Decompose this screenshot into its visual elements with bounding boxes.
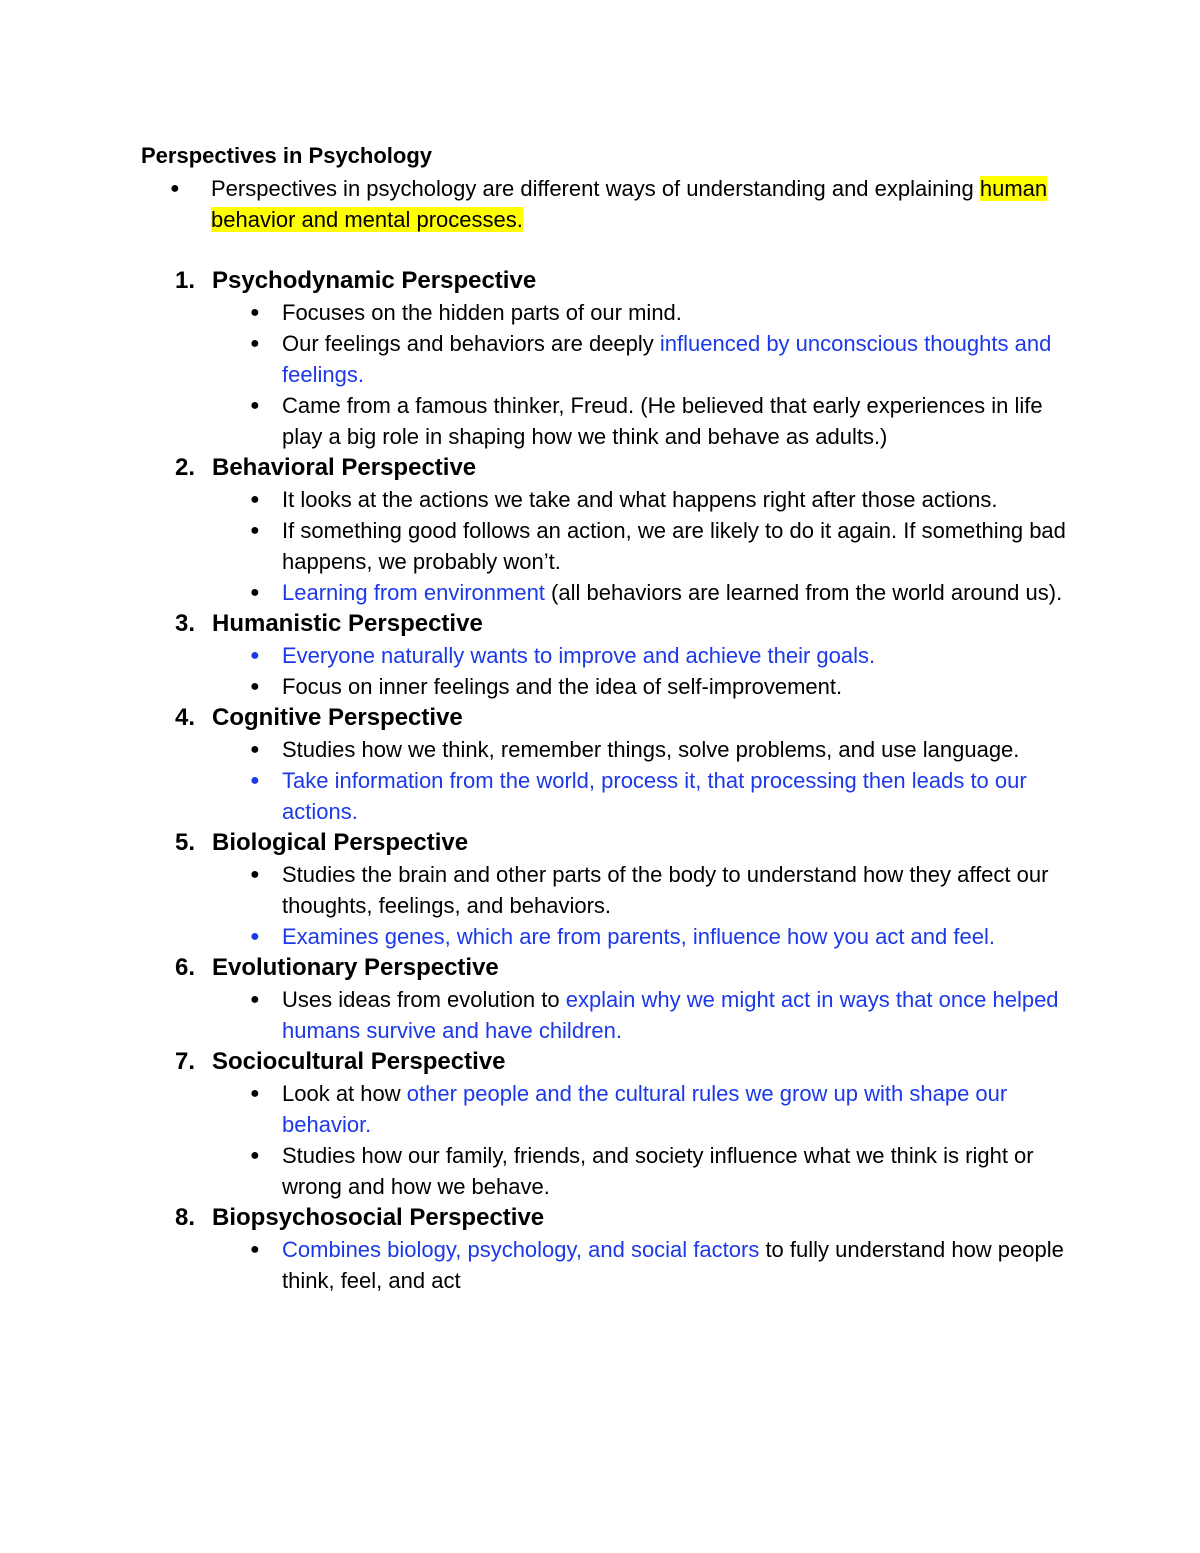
emphasized-text: influenced by unconscious thoughts and feelings. bbox=[282, 331, 1052, 387]
bullet-icon: ● bbox=[250, 1147, 260, 1164]
list-item bbox=[250, 984, 1075, 1046]
page-title: Perspectives in Psychology bbox=[141, 143, 433, 168]
section-items bbox=[175, 297, 1075, 452]
list-item bbox=[250, 515, 1075, 577]
list-item bbox=[250, 765, 1075, 827]
section-number: 1. bbox=[175, 267, 196, 294]
list-item bbox=[250, 328, 1075, 390]
bullet-icon: ● bbox=[250, 928, 260, 945]
emphasized-text: Examines genes, which are from parents, influence how you act and feel. bbox=[282, 924, 995, 949]
item-text: Came from a famous thinker, Freud. (He believed that early experiences in life play a big role in shaping how we think and behave as adults.) bbox=[282, 393, 1043, 449]
bullet-icon: ● bbox=[250, 741, 260, 758]
section-heading-text: Psychodynamic Perspective bbox=[212, 267, 537, 294]
list-item bbox=[250, 1140, 1075, 1202]
section-heading bbox=[175, 827, 1075, 859]
highlighted-text: human behavior and mental processes. bbox=[211, 176, 1048, 232]
bullet-icon: ● bbox=[250, 1241, 260, 1258]
item-text: (all behaviors are learned from the world around us). bbox=[544, 580, 1063, 605]
bullet-icon: ● bbox=[250, 584, 260, 601]
list-item bbox=[250, 734, 1075, 765]
section-number: 3. bbox=[175, 610, 196, 637]
emphasized-text: Combines biology, psychology, and social factors bbox=[282, 1237, 760, 1262]
emphasized-text: other people and the cultural rules we grow up with shape our behavior. bbox=[282, 1081, 1008, 1137]
item-text: Studies how our family, friends, and society influence what we think is right or wrong and how we behave. bbox=[282, 1143, 1034, 1199]
section-items bbox=[175, 984, 1075, 1046]
section-number: 5. bbox=[175, 829, 196, 856]
section-4 bbox=[175, 702, 1075, 827]
section-8 bbox=[175, 1202, 1075, 1296]
section-5 bbox=[175, 827, 1075, 952]
intro-item bbox=[170, 173, 1070, 235]
section-heading-text: Biopsychosocial Perspective bbox=[212, 1204, 545, 1231]
section-items bbox=[175, 1234, 1075, 1296]
item-text: Uses ideas from evolution to bbox=[282, 987, 566, 1012]
list-item bbox=[250, 640, 1075, 671]
bullet-icon: ● bbox=[250, 335, 260, 352]
section-number: 7. bbox=[175, 1048, 196, 1075]
intro-text: Perspectives in psychology are different ways of understanding and explaining bbox=[211, 176, 980, 201]
section-number: 6. bbox=[175, 954, 196, 981]
emphasized-text: Learning from environment bbox=[282, 580, 545, 605]
section-items bbox=[175, 484, 1075, 608]
bullet-icon: ● bbox=[250, 991, 260, 1008]
section-heading bbox=[175, 1202, 1075, 1234]
section-number: 8. bbox=[175, 1204, 196, 1231]
bullet-icon: ● bbox=[250, 678, 260, 695]
item-text: Studies the brain and other parts of the body to understand how they affect our thoughts, feelings, and behaviors. bbox=[282, 862, 1049, 918]
list-item bbox=[250, 1234, 1075, 1296]
section-heading-text: Biological Perspective bbox=[212, 829, 469, 856]
item-text: Focus on inner feelings and the idea of self-improvement. bbox=[282, 674, 843, 699]
section-items bbox=[175, 859, 1075, 952]
bullet-icon: ● bbox=[250, 772, 260, 789]
item-text: Our feelings and behaviors are deeply bbox=[282, 331, 660, 356]
list-item bbox=[250, 297, 1075, 328]
item-text: to fully understand how people think, feel, and act bbox=[282, 1237, 1064, 1293]
item-text: Look at how bbox=[282, 1081, 407, 1106]
list-item bbox=[250, 671, 1075, 702]
section-heading-text: Cognitive Perspective bbox=[212, 704, 463, 731]
emphasized-text: Everyone naturally wants to improve and achieve their goals. bbox=[282, 643, 876, 668]
intro-list bbox=[170, 173, 1070, 235]
section-number: 2. bbox=[175, 454, 196, 481]
list-item bbox=[250, 484, 1075, 515]
list-item bbox=[250, 921, 1075, 952]
section-1 bbox=[175, 265, 1075, 452]
section-heading-text: Behavioral Perspective bbox=[212, 454, 477, 481]
section-number: 4. bbox=[175, 704, 196, 731]
section-2 bbox=[175, 452, 1075, 608]
section-heading-text: Sociocultural Perspective bbox=[212, 1048, 506, 1075]
section-heading bbox=[175, 452, 1075, 484]
item-text: If something good follows an action, we are likely to do it again. If something bad happens, we probably won’t. bbox=[282, 518, 1066, 574]
item-text: Focuses on the hidden parts of our mind. bbox=[282, 300, 682, 325]
section-heading bbox=[175, 265, 1075, 297]
list-item bbox=[250, 577, 1075, 608]
section-heading bbox=[175, 952, 1075, 984]
emphasized-text: Take information from the world, process it, that processing then leads to our actions. bbox=[282, 768, 1027, 824]
bullet-icon: ● bbox=[250, 522, 260, 539]
section-items bbox=[175, 640, 1075, 702]
perspectives-list bbox=[175, 265, 1075, 1296]
bullet-icon: ● bbox=[250, 397, 260, 414]
emphasized-text: explain why we might act in ways that once helped humans survive and have children. bbox=[282, 987, 1059, 1043]
list-item bbox=[250, 390, 1075, 452]
bullet-icon: ● bbox=[250, 491, 260, 508]
section-heading bbox=[175, 1046, 1075, 1078]
section-items bbox=[175, 734, 1075, 827]
bullet-icon: ● bbox=[170, 180, 180, 197]
list-item bbox=[250, 859, 1075, 921]
item-text: It looks at the actions we take and what happens right after those actions. bbox=[282, 487, 998, 512]
section-3 bbox=[175, 608, 1075, 702]
section-6 bbox=[175, 952, 1075, 1046]
section-heading bbox=[175, 608, 1075, 640]
bullet-icon: ● bbox=[250, 304, 260, 321]
list-item bbox=[250, 1078, 1075, 1140]
item-text: Studies how we think, remember things, solve problems, and use language. bbox=[282, 737, 1020, 762]
section-heading-text: Humanistic Perspective bbox=[212, 610, 483, 637]
section-heading-text: Evolutionary Perspective bbox=[212, 954, 499, 981]
bullet-icon: ● bbox=[250, 647, 260, 664]
section-items bbox=[175, 1078, 1075, 1202]
bullet-icon: ● bbox=[250, 1085, 260, 1102]
bullet-icon: ● bbox=[250, 866, 260, 883]
section-heading bbox=[175, 702, 1075, 734]
section-7 bbox=[175, 1046, 1075, 1202]
